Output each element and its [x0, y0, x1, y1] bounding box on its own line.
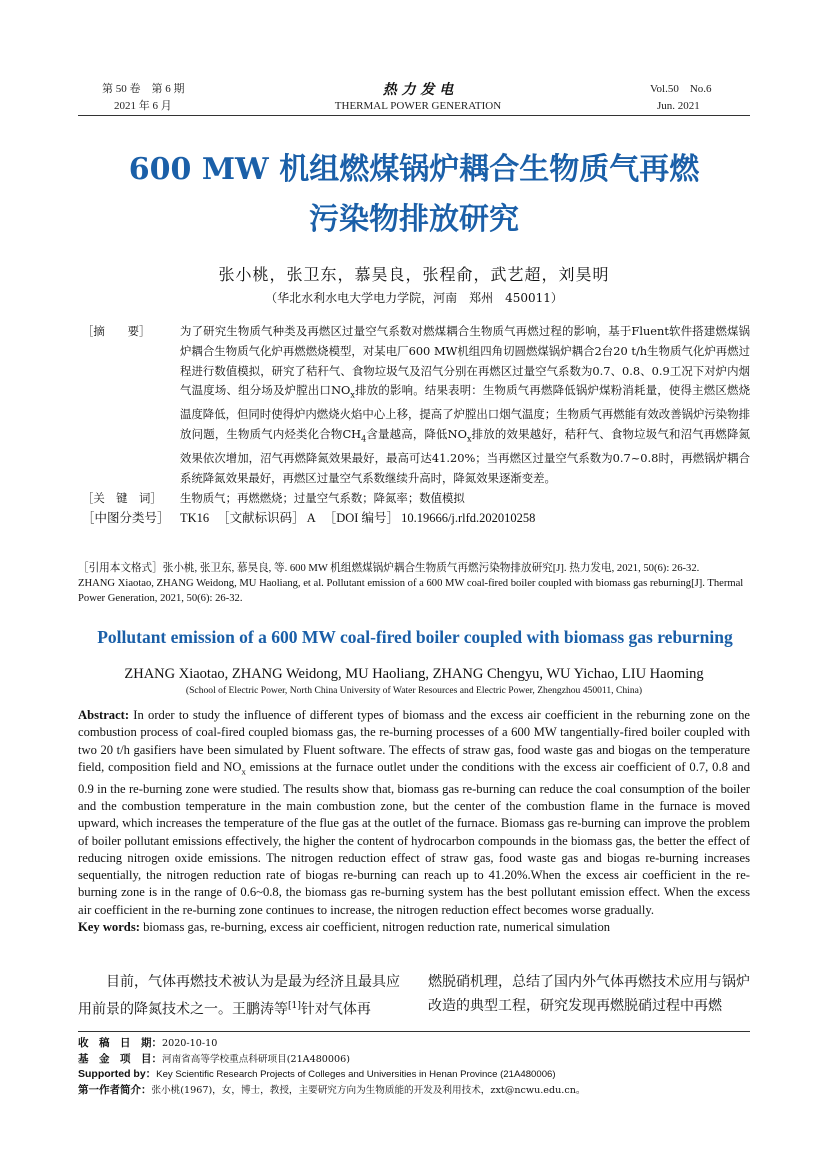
keywords-en [78, 919, 750, 936]
citation-text: 张小桃, 张卫东, 慕昊良, 等. 600 MW 机组燃煤锅炉耦合生物质气再燃污染物排放研究[J]. 热力发电, 2021, 50(6): 26-32. ZHANG Xiaotao, ZHANG Weidong, MU Haoliang, et al. Pollutant emission of a 600 MW coal-fired boiler coupled with biomass gas reburning[J]. Thermal Power Generation, 2021, 50(6): 26-32. [78, 563, 744, 604]
abstract-cn [82, 322, 750, 489]
received-date: 收 稿 日 期：2020-10-10 [78, 1037, 218, 1049]
citation-label: ［引用本文格式］ [78, 563, 163, 574]
authors-cn: 张小桃，张卫东，慕昊良，张程俞，武艺超，刘昊明 [218, 265, 610, 284]
footnotes [78, 1036, 750, 1098]
abstract-cn-text: 为了研究生物质气种类及再燃区过量空气系数对燃煤耦合生物质气再燃过程的影响，基于Fluent软件搭建燃煤锅炉耦合生物质气化炉再燃燃烧模型，对某电厂600 MW机组四角切圆燃煤锅炉耦合2台20 t/h生物质气化炉再燃过程进行数值模拟，研究了秸秆气、食物垃圾气及沼气分别在再燃区过量空气系数为0.7、0.8、0.9工况下对炉内烟气温度场、组分场及炉膛出口$NO_x$排放的影响。结果表明：生物质气再燃降低锅炉煤粉消耗量，使得主燃区燃烧温度降低，但同时使得炉内燃烧火焰中心上移，提高了炉膛出口烟气温度；生物质气再燃能有效改善锅炉污染物排放问题，生物质气内烃类化合物$CH_4$含量越高，降低$NO_x$排放的效果越好，秸秆气、食物垃圾气和沼气再燃降氮效果依次增加，沼气再燃降氮效果最好，最高可达41.20%；当再燃区过量空气系数为0.7~0.8时，再燃锅炉耦合系统降氮效果最好，再燃区过量空气系数继续升高时，降氮效果逐渐变差。 [180, 324, 750, 486]
fund-project: 基 金 项 目：河南省高等学校重点科研项目(21A480006) [78, 1052, 350, 1065]
header-date-cn: 2021 年 6 月 [114, 100, 172, 112]
body-column-left: 目前，气体再燃技术被认为是最为经济且最具应用前景的降氮技术之一。王鹏涛等[1]针对气体再 [78, 974, 400, 1018]
abstract-cn-label: ［摘 要］ [82, 324, 151, 338]
title-line-2: 污染物排放研究 [309, 202, 519, 237]
clc-value: TK16 [180, 510, 210, 525]
keywords-en-label: Key words: [78, 920, 140, 935]
keywords-cn [82, 489, 750, 509]
header-rule [78, 115, 750, 116]
authors-en: ZHANG Xiaotao, ZHANG Weidong, MU Haoliang, ZHANG Chengyu, WU Yichao, LIU Haoming [124, 666, 704, 682]
header-volume-issue: 第 50 卷 第 6 期 [102, 83, 185, 95]
header-vol-no-en: Vol.50 No.6 [650, 83, 712, 95]
citation-block [78, 561, 750, 606]
paper-title-cn [78, 145, 750, 245]
doi-value[interactable]: 10.19666/j.rlfd.202010258 [401, 510, 536, 525]
abstract-cn-block [82, 322, 750, 529]
paper-title-en: Pollutant emission of a 600 MW coal-fired boiler coupled with biomass gas reburning [97, 627, 733, 647]
journal-name-en: THERMAL POWER GENERATION [334, 100, 502, 112]
supported-by: Supported by：Key Scientific Research Projects of Colleges and Universities in Henan Province (21A480006) [78, 1068, 556, 1080]
journal-name-cn: 热 力 发 电 [382, 82, 454, 98]
affiliation-en: (School of Electric Power, North China University of Water Resources and Electric Power, Zhengzhou 450011, China) [185, 685, 643, 696]
doi-label: ［DOI 编号］ [323, 510, 400, 525]
abstract-en-label: Abstract: [78, 708, 130, 722]
first-author-bio: 第一作者简介：张小桃(1967)，女，博士，教授，主要研究方向为生物质能的开发及利用技术，zxt@ncwu.edu.cn。 [78, 1083, 586, 1096]
body-column-right: 燃脱硝机理，总结了国内外气体再燃技术应用与锅炉改造的典型工程，研究发现再燃脱硝过程中再燃 [428, 974, 750, 1014]
reference-link[interactable]: [1] [288, 1001, 301, 1011]
keywords-en-text: biomass gas, re-burning, excess air coefficient, nitrogen reduction rate, numerical simulation [139, 920, 611, 935]
clc-label: ［中图分类号］ [82, 510, 170, 525]
footnote-rule [78, 1031, 750, 1032]
doc-code-label: ［文献标识码］ [217, 510, 305, 525]
header-date-en: Jun. 2021 [657, 100, 700, 112]
affiliation-cn: （华北水利水电大学电力学院，河南 郑州 450011） [265, 291, 563, 305]
keywords-cn-text: 生物质气；再燃燃烧；过量空气系数；降氮率；数值模拟 [180, 490, 465, 505]
classification-line [82, 509, 750, 529]
keywords-cn-label: ［关 键 词］ [82, 490, 162, 505]
doc-code-value: A [306, 510, 316, 525]
abstract-en: Abstract: In order to study the influence of different types of biomass and the excess air coefficient in the reburning zone on the combustion process of coal-fired coupled biomass gas, the re-burning processes of a 600 MW tangentially-fired boiler coupled with two 20 t/h gasifiers have been simulated by Fluent software. The effects of straw gas, food waste gas and biogas on the temperature field, composition field and $NO_x$ emissions at the furnace outlet under the conditions with the excess air coefficient of 0.7, 0.8 and 0.9 in the re-burning zone were studied. The results show that, biomass gas re-burning can reduce the coal consumption of the boiler and the combustion temperature in the main combustion zone, but the center of the combustion flame in the furnace is moved upward, which increases the temperature of the flue gas at the outlet of the furnace. Biomass gas re-burning can improve the problem of boiler pollutant emissions effectively, the higher the content of hydrocarbon compounds in the biomass gas, the better the effect of reducing nitrogen oxide emissions. The nitrogen reduction effect of straw gas, food waste gas and biogas re-burning increases sequentially, the nitrogen reduction rate of biogas re-burning can reach up to 41.20%.When the excess air coefficient in the re-burning zone is in the range of 0.6~0.8, the biomass gas re-burning system has the best pollutant emission effect. When the excess air coefficient in the re-burning zone continues to increase, the nitrogen reduction effect becomes worse gradually. Key words: biomass gas, re-burning, excess air coefficient, nitrogen reduction rate, numerical simulation [78, 707, 750, 936]
title-line-1: 600 MW 机组燃煤锅炉耦合生物质气再燃 [128, 152, 700, 187]
